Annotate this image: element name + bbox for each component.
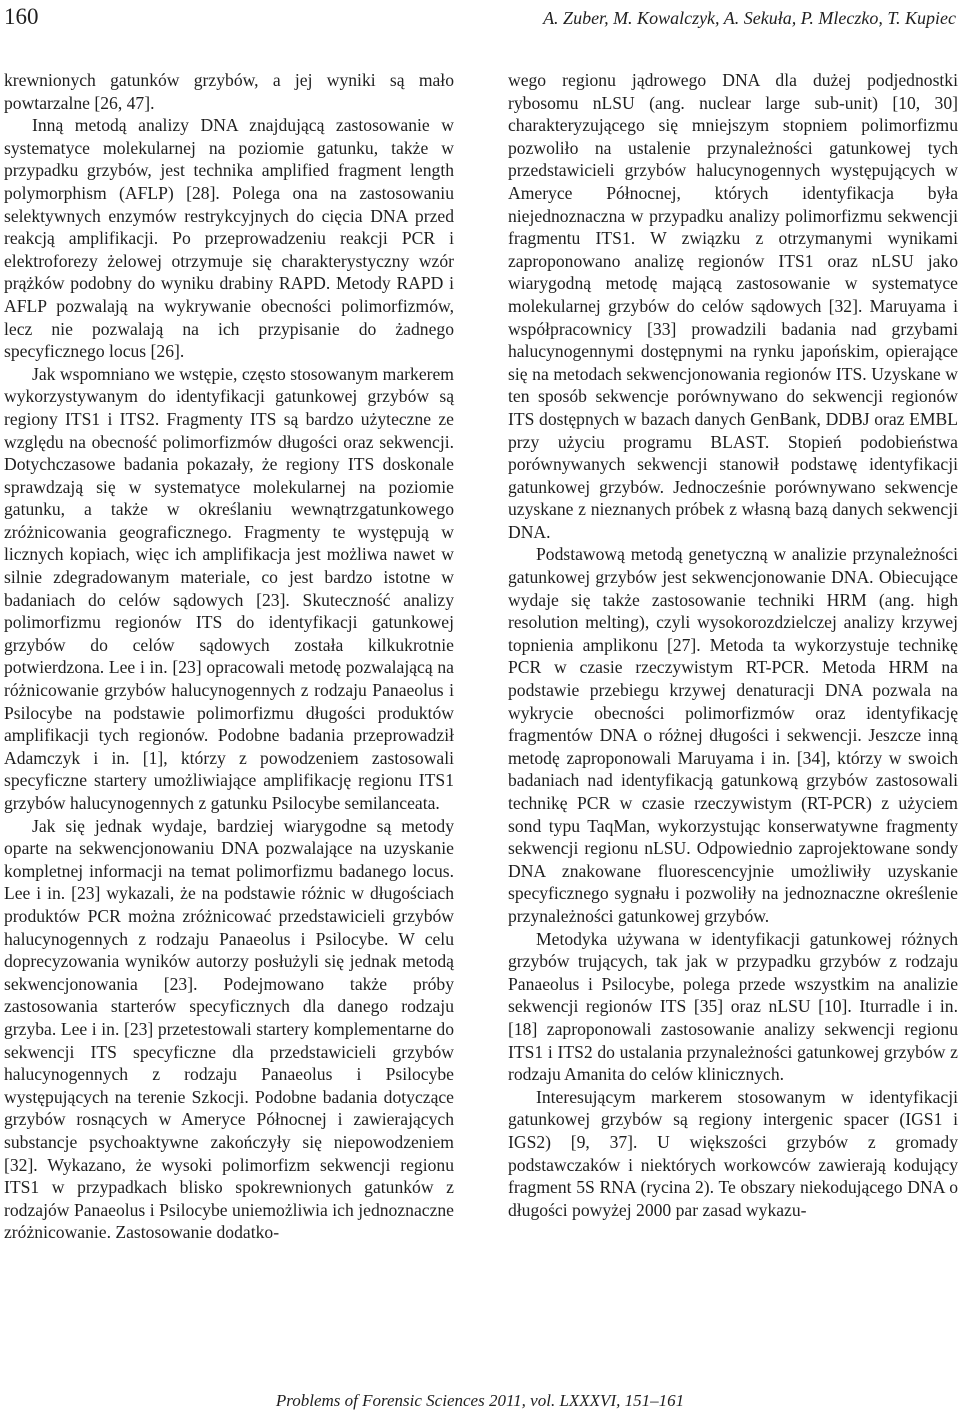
running-head-authors: A. Zuber, M. Kowalczyk, A. Sekuła, P. Mleczko, T. Kupiec (543, 8, 956, 28)
page-footer: Problems of Forensic Sciences 2011, vol. LXXXVI, 151–161 (275, 1391, 685, 1410)
page-number: 160 (4, 4, 39, 29)
paragraph: Podstawową metodą genetyczną w analizie przynależności gatunkowej grzybów jest sekwencjonowanie DNA. Obiecujące wydaje się także zastosowanie techniki HRM (ang. high resolution melting), czyli wysokorozdzielczej analizy krzywej topnienia amplikonu [27]. Metoda ta wykorzystuje technikę PCR w czasie rzeczywistym RT-PCR. Metoda HRM na podstawie przebiegu krzywej denaturacji DNA pozwala na wykrycie obecności polimorfizmów oraz identyfikację fragmentów DNA o różnej długości i sekwencji. Jeszcze inną metodę zaproponowali Maruyama i in. [34], którzy w swoich badaniach nad identyfikacją gatunkową grzybów zastosowali technikę PCR w czasie rzeczywistym (RT-PCR) z użyciem sond typu TaqMan, wykorzystując konserwatywne fragmenty sekwencji regionu nLSU. Odpowiednio zaprojektowane sondy DNA znakowane fluorescencyjnie umożliwiły uzyskanie specyficznego sygnału i pozwoliły na jednoznaczne określenie przynależności gatunkowej grzybów. (508, 544, 958, 926)
paragraph: Metodyka używana w identyfikacji gatunkowej różnych grzybów trujących, tak jak w przypadku grzybów z rodzaju Panaeolus i Psilocybe, polega przede wszystkim na analizie sekwencji regionów ITS [35] oraz nLSU [10]. Iturradle i in. [18] zaproponowali zastosowanie analizy sekwencji regionu ITS1 i ITS2 do ustalania przynależności gatunkowej grzybów z rodzaju Amanita do celów klinicznych. (508, 928, 958, 1085)
page-header (4, 4, 956, 38)
paragraph: Inną metodą analizy DNA znajdującą zastosowanie w systematyce molekularnej na poziomie gatunku, także w przypadku grzybów, jest technika amplified fragment length polymorphism (AFLP) [28]. Polega ona na zastosowaniu selektywnych enzymów restrykcyjnych do cięcia DNA przed reakcją amplifikacji. Po przeprowadzeniu reakcji PCR i elektroforezy żelowej otrzymuje się charakterystyczny wzór prążków podobny do wyniku drabiny RAPD. Metody RAPD i AFLP pozwalają na wykrywanie obecności polimorfizmów, lecz nie pozwalają na ich przypisanie do żadnego specyficznego locus [26]. (4, 115, 454, 362)
paragraph: krewnionych gatunków grzybów, a jej wyniki są mało powtarzalne [26, 47]. (4, 70, 454, 113)
paragraph: wego regionu jądrowego DNA dla dużej podjednostki rybosomu nLSU (ang. nuclear large sub-unit) [10, 30] charakteryzującego się mniejszym stopniem polimorfizmu pozwoliło na ustalenie przynależności gatunkowej tych przedstawicieli grzybów halucynogennych występujących w Ameryce Północnej, których identyfikacja była niejednoznaczna w przypadku analizy polimorfizmu sekwencji fragmentu ITS1. W związku z otrzymanymi wynikami zaproponowano analizę regionów ITS1 oraz nLSU jako wiarygodną metodę mającą zastosowanie w systematyce molekularnej grzybów do celów sądowych [32]. Maruyama i współpracownicy [33] prowadzili badania nad grzybami halucynogennymi dostępnymi na rynku japońskim, opierające się na metodach sekwencjonowania regionów ITS. Uzyskane w ten sposób sekwencje porównywano do sekwencji regionów ITS dostępnych w bazach danych GenBank, DDBJ oraz EMBL przy użyciu programu BLAST. Stopień podobieństwa porównywanych sekwencji stanowił podstawę identyfikacji gatunkowej grzybów. Jednocześnie porównywano sekwencje uzyskane z nieznanych próbek z własną bazą danych sekwencji DNA. (508, 70, 958, 542)
paragraph: Jak się jednak wydaje, bardziej wiarygodne są metody oparte na sekwencjonowaniu DNA pozwalające na uzyskanie kompletnej informacji na temat polimorfizmu badanego locus. Lee i in. [23] wykazali, że na podstawie różnic w długościach produktów PCR można zróżnicować przedstawicieli grzybów halucynogennych z rodzaju Panaeolus i Psilocybe. W celu doprecyzowania wyników autorzy posłużyli się jednak metodą sekwencjonowania [23]. Podejmowano także próby zastosowania starterów specyficznych dla danego rodzaju grzyba. Lee i in. [23] przetestowali startery komplementarne do sekwencji ITS specyficzne dla przedstawicieli grzybów halucynogennych z rodzaju Panaeolus i Psilocybe występujących na terenie Szkocji. Podobne badania dotyczące grzybów rosnących w Ameryce Północnej i zawierających substancje psychoaktywne zakończyły się niepowodzeniem [32]. Wykazano, że wysoki polimorfizm sekwencji regionu ITS1 w przypadkach blisko spokrewnionych gatunków z rodzajów Panaeolus i Psilocybe uniemożliwia ich jednoznaczne zróżnicowanie. Zastosowanie dodatko- (4, 815, 454, 1243)
right-column (508, 69, 958, 1221)
left-column (4, 69, 454, 1244)
paragraph: Jak wspomniano we wstępie, często stosowanym markerem wykorzystywanym do identyfikacji gatunkowej grzybów są regiony ITS1 i ITS2. Fragmenty ITS są bardzo użyteczne ze względu na obecność polimorfizmów długości oraz sekwencji. Dotychczasowe badania pokazały, że regiony ITS doskonale sprawdzają się w systematyce molekularnej na poziomie gatunku, a także w określaniu wewnątrzgatunkowego zróżnicowania geograficznego. Fragmenty te występują w licznych kopiach, więc ich amplifikacja jest możliwa nawet w silnie zdegradowanym materiale, co jest bardzo istotne w badaniach do celów sądowych [23]. Skuteczność analizy polimorfizmu regionów ITS do identyfikacji gatunkowej grzybów do celów sądowych została kilkukrotnie potwierdzona. Lee i in. [23] opracowali metodę pozwalającą na różnicowanie grzybów halucynogennych z rodzaju Panaeolus i Psilocybe na podstawie polimorfizmu długości produktów amplifikacji tych regionów. Podobne badania przeprowadził Adamczyk i in. [1], którzy z powodzeniem zastosowali specyficzne startery umożliwiające amplifikację regionu ITS1 grzybów halucynogennych z gatunku Psilocybe semilanceata. (4, 363, 454, 813)
paragraph: Interesującym markerem stosowanym w identyfikacji gatunkowej grzybów są regiony intergenic spacer (IGS1 i IGS2) [9, 37]. U większości grzybów z gromady podstawczaków i niektórych workowców zawierają kodujący fragment 5S RNA (rycina 2). Te obszary niekodującego DNA o długości powyżej 2000 par zasad wykazu- (508, 1086, 958, 1220)
